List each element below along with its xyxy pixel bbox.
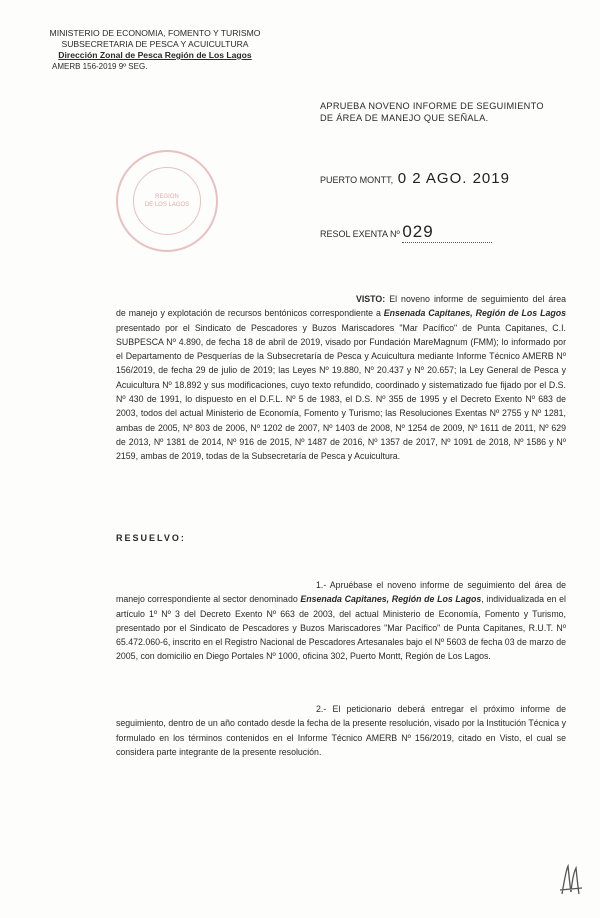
resolution-value: 029 — [402, 222, 492, 243]
item-1-area-name: Ensenada Capitanes, Región de Los Lagos — [300, 594, 482, 605]
visto-text-1: El noveno informe de seguimiento del área de manejo y explotación de recursos bentónicos correspondiente a — [116, 294, 566, 319]
document-title: APRUEBA NOVENO INFORME DE SEGUIMIENTO DE ÁREA DE MANEJO QUE SEÑALA. — [320, 101, 544, 123]
place-label: PUERTO MONTT, — [320, 175, 394, 185]
reference-code: AMERB 156-2019 9º SEG. — [52, 62, 148, 71]
place-date — [320, 170, 510, 187]
direccion-zonal: Dirección Zonal de Pesca Región de Los Lagos — [58, 50, 252, 60]
item-2-paragraph — [116, 702, 566, 759]
ministry-name: MINISTERIO DE ECONOMIA, FOMENTO Y TURISMO — [49, 28, 261, 38]
visto-label: VISTO: — [356, 294, 386, 304]
letterhead — [40, 28, 270, 72]
item-2-text: 2.- El peticionario deberá entregar el próximo informe de seguimiento, dentro de un año contado desde la fecha de la presente resolución, visado por la Institución Técnica y formulado en los términos contenidos en el Informe Técnico AMERB Nº 156/2019, citado en Visto, el cual se considera parte integrante de la presente resolución. — [116, 704, 566, 757]
signature-mark — [556, 862, 586, 898]
visto-paragraph — [116, 292, 566, 464]
item-1-text-1: 1.- Apruébase el noveno informe de seguimiento del área de manejo correspondiente al sector denominado — [116, 580, 566, 605]
item-1-paragraph — [116, 578, 566, 664]
official-seal — [116, 150, 218, 252]
resolution-number — [320, 222, 492, 243]
resuelvo-heading: RESUELVO: — [116, 533, 186, 543]
seal-text-2: DE LOS LAGOS — [144, 202, 190, 208]
visto-text-2: presentado por el Sindicato de Pescadores y Buzos Mariscadores "Mar Pacífico" de Punta Capitanes, C.I. SUBPESCA Nº 4.890, de fecha 18 de abril de 2019, visado por Fundación MareMagnum (FMM); lo informado por el Departamento de Pesquerías de la Subsecretaría de Pesca y Acuicultura mediante Informe Técnico AMERB Nº 156/2019, de fecha 29 de julio de 2019; las Leyes Nº 19.880, Nº 20.437 y Nº 20.657; la Ley General de Pesca y Acuicultura Nº 18.892 y sus modificaciones, cuyo texto refundido, coordinado y sistematizado fue fijado por el D.S. Nº 430 de 1991, lo dispuesto en el D.F.L. Nº 5 de 1983, el D.S. Nº 355 de 1995 y el Decreto Exento Nº 683 de 2003, todos del actual Ministerio de Economía, Fomento y Turismo; las Resoluciones Exentas Nº 2755 y Nº 1281, ambas de 2005, Nº 803 de 2006, Nº 1202 de 2007, Nº 1403 de 2008, Nº 1254 de 2009, Nº 1611 de 2011, Nº 629 de 2013, Nº 1381 de 2014, Nº 916 de 2015, Nº 1487 de 2016, Nº 1357 de 2017, Nº 1091 de 2018, Nº 1586 y Nº 2159, ambas de 2019, todas de la Subsecretaría de Pesca y Acuicultura. — [116, 322, 566, 462]
item-1-text-2: , individualizada en el artículo 1º Nº 3 del Decreto Exento Nº 663 de 2003, del actual Ministerio de Economía, Fomento y Turismo, presentado por el Sindicato de Pescadores y Buzos Mariscadores "Mar Pacífico" de Punta Capitanes, R.U.T. Nº 65.472.060-6, inscrito en el Registro Nacional de Pescadores Artesanales bajo el Nº 5603 de fecha 03 de marzo de 2005, con domicilio en Diego Portales Nº 1000, oficina 302, Puerto Montt, Región de Los Lagos. — [116, 594, 566, 662]
subsecretaria-name: SUBSECRETARIA DE PESCA Y ACUICULTURA — [61, 39, 249, 49]
seal-text-1: REGION — [155, 194, 179, 200]
date-stamp: 0 2 AGO. 2019 — [397, 170, 510, 187]
visto-area-name: Ensenada Capitanes, Región de Los Lagos — [383, 308, 566, 319]
resolution-label: RESOL EXENTA Nº — [320, 229, 400, 239]
